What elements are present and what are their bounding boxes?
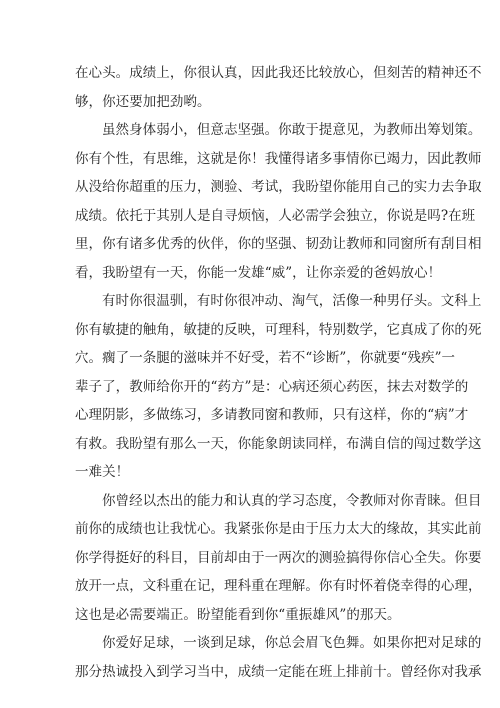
text-line: 从没给你超重的压力，测验、考试，我盼望你能用自己的实力去争取 [75, 179, 482, 195]
text-line: 你学得挺好的科目，目前却由于一两次的测验搞得你信心全失。你要 [75, 549, 482, 566]
text-line: 穴。瘸了一条腿的滋味并不好受，若不“诊断”，你就要“残疾”一 [75, 350, 456, 366]
text-line: 你有敏捷的触角，敏捷的反映，可理科，特别数学，它真成了你的死 [75, 321, 482, 338]
text-line: 有救。我盼望有那么一天，你能象朗读同样，布满自信的闯过数学这 [75, 435, 482, 452]
document-body [75, 59, 482, 686]
paragraph-3 [75, 287, 482, 487]
text-line: 你爱好足球，一谈到足球，你总会眉飞色舞。如果你把对足球的 [102, 635, 482, 651]
text-line: 在心头。成绩上，你很认真，因此我还比较放心，但刻苦的精神还不 [75, 65, 482, 81]
paragraph-1 [75, 59, 482, 116]
text-line: 心理阴影，多做练习，多请教同窗和教师，只有这样，你的“病”才 [75, 407, 469, 423]
text-line: 你曾经以杰出的能力和认真的学习态度，令教师对你青睐。但目 [102, 492, 482, 509]
text-line: 那分热诚投入到学习当中，成绩一定能在班上排前十。曾经你对我承 [75, 663, 482, 680]
text-line: 辈子了，教师给你开的“药方”是：心病还须心药医，抹去对数学的 [75, 378, 469, 395]
paragraph-5 [75, 629, 482, 686]
text-line: 放开一点，文科重在记，理科重在理解。你有时怀着侥幸得的心理， [75, 578, 482, 594]
paragraph-4 [75, 487, 482, 630]
text-line: 前你的成绩也让我忧心。我紧张你是由于压力太大的缘故，其实此前 [75, 521, 482, 537]
text-line: 你有个性，有思维，这就是你！我懂得诸多事情你已竭力，因此教师 [75, 150, 482, 167]
text-line: 虽然身体弱小，但意志坚强。你敢于提意见，为教师出筹划策。 [102, 122, 482, 138]
text-line: 这也是必需要端正。盼望能看到你“重振雄风”的那天。 [75, 606, 401, 623]
text-line: 有时你很温驯，有时你很冲动、淘气，活像一种男仔头。文科上 [102, 293, 482, 309]
text-line: 成绩。依托于其别人是自寻烦恼，人必需学会独立，你说是吗?在班 [75, 207, 476, 224]
text-line: 够，你还要加把劲哟。 [75, 93, 211, 110]
paragraph-2 [75, 116, 482, 287]
text-line: 看，我盼望有一天，你能一发雄“威”，让你亲爱的爸妈放心！ [75, 264, 442, 281]
text-line: 一难关！ [75, 464, 130, 480]
text-line: 里，你有诸多优秀的伙伴，你的坚强、韧劲让教师和同窗所有刮目相 [75, 236, 482, 252]
